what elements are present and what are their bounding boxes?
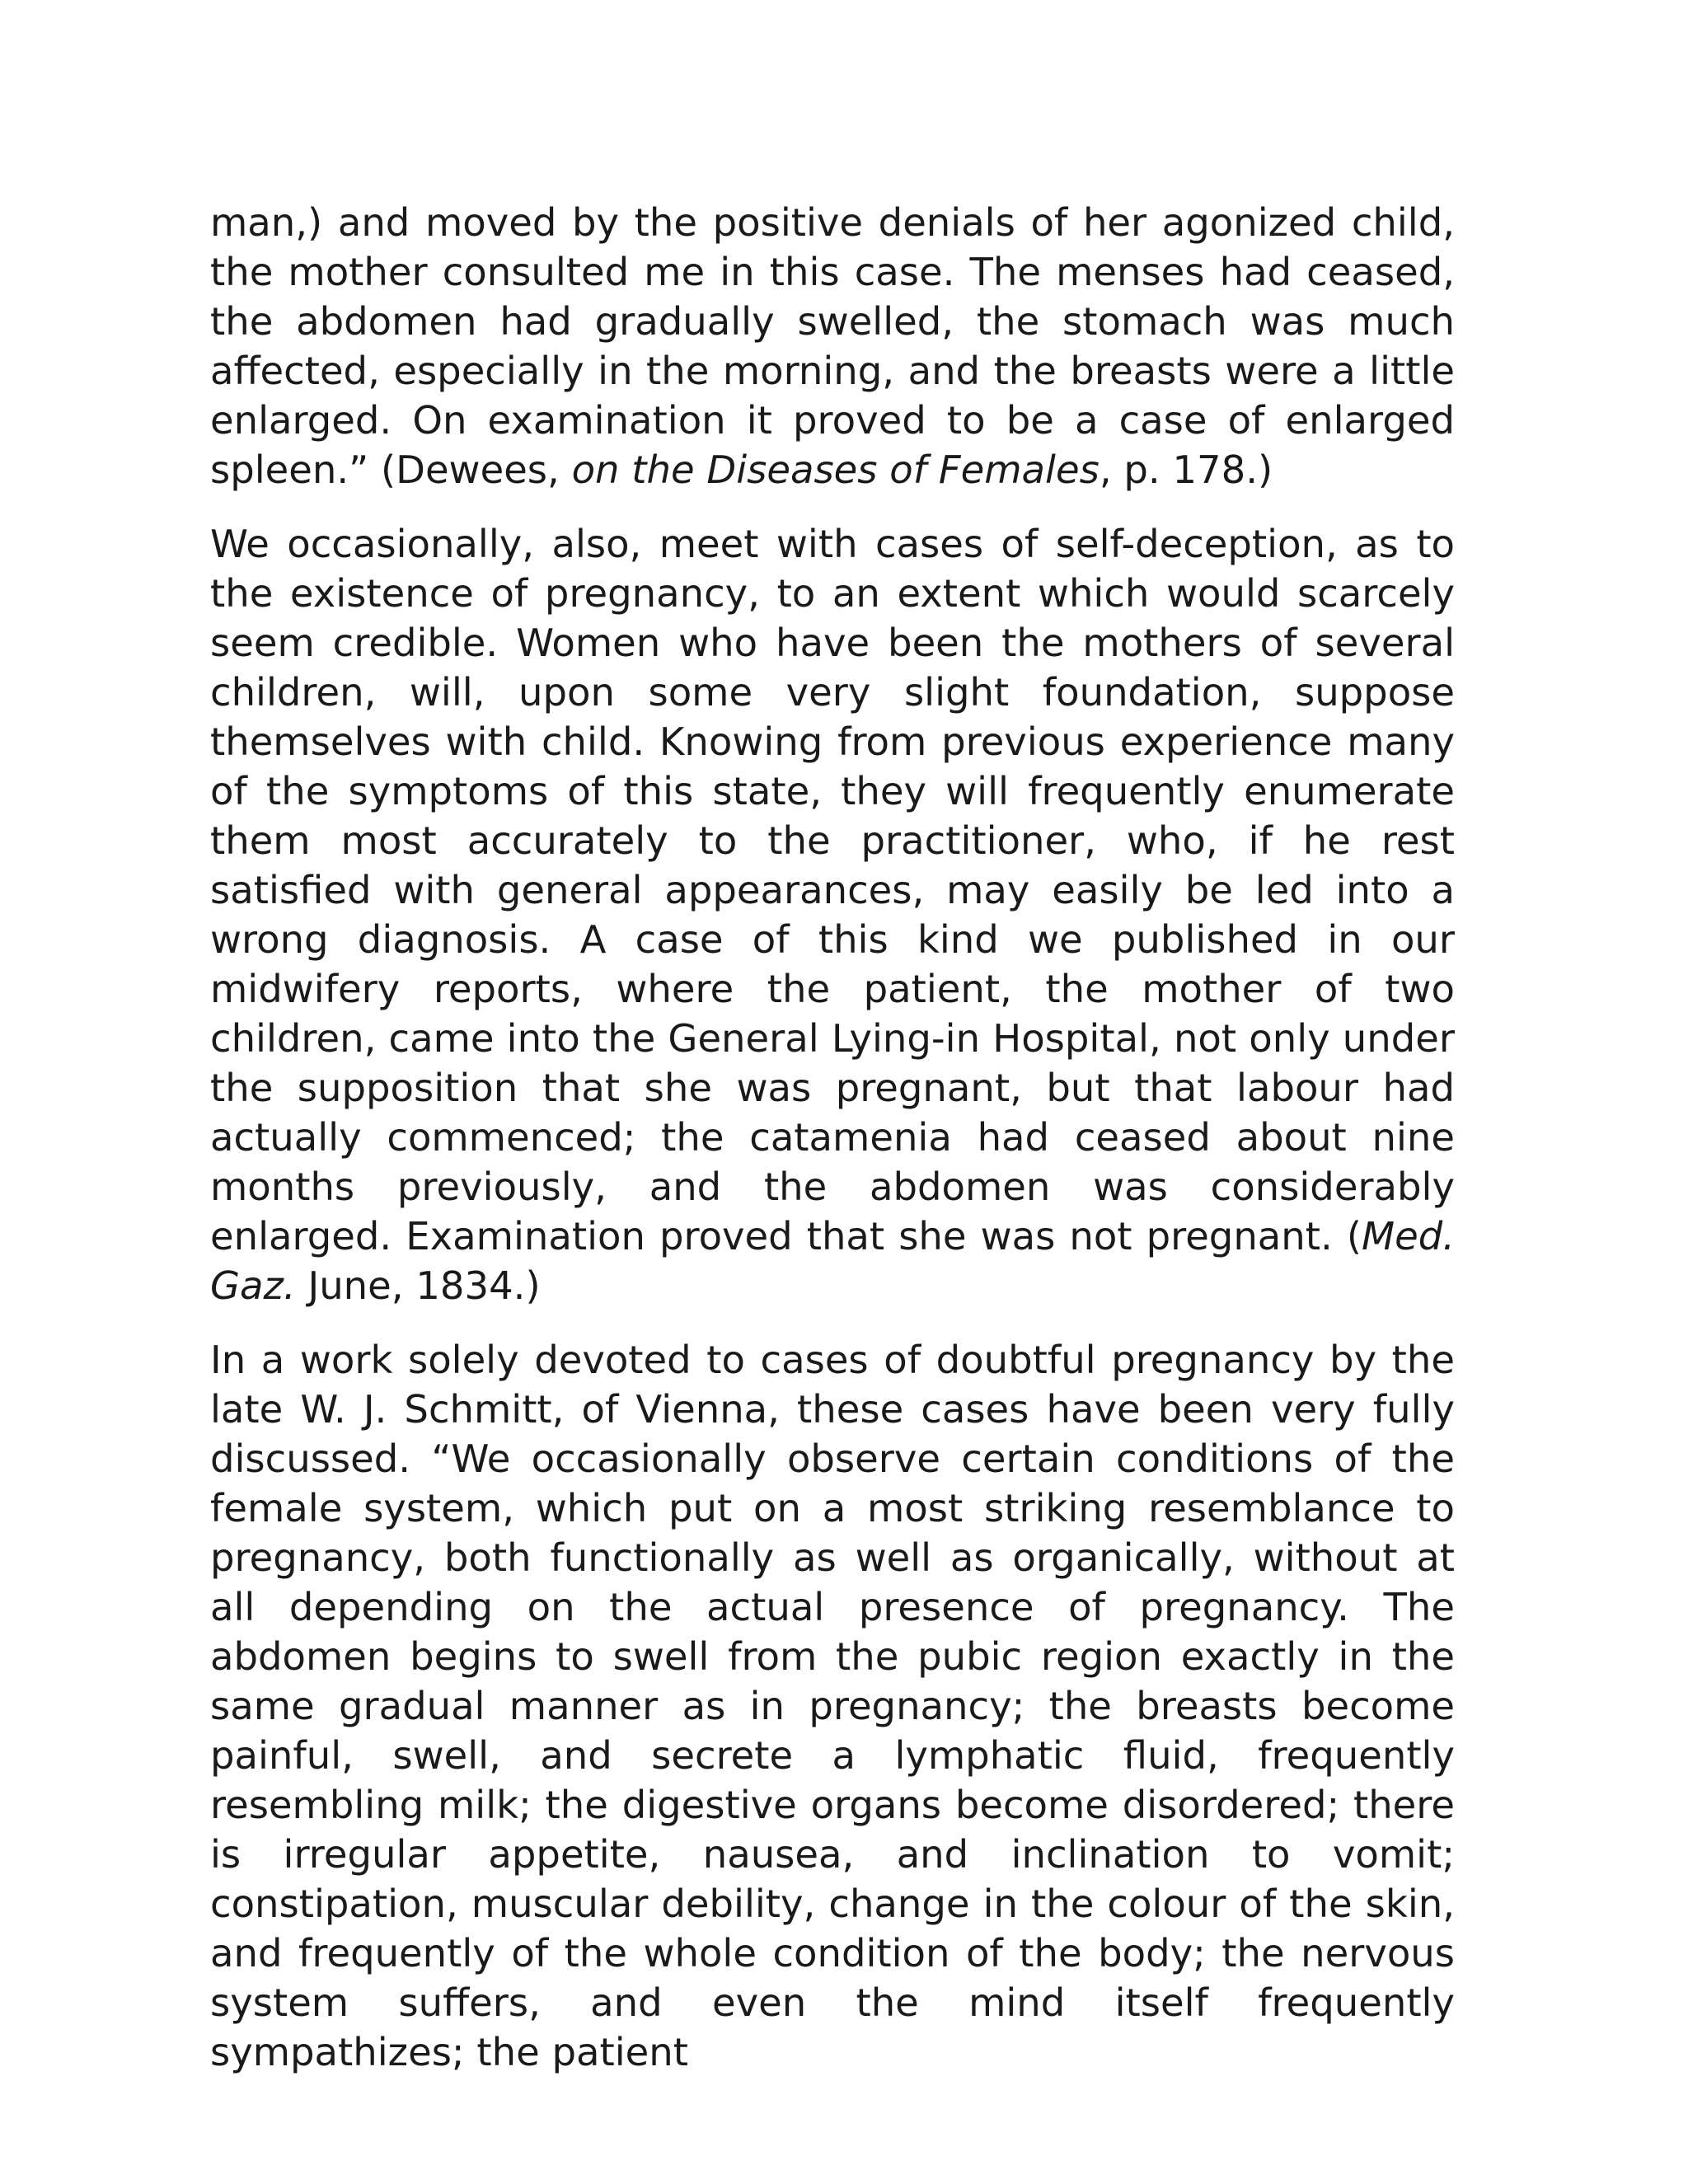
paragraph-3 (210, 1335, 1455, 2077)
paragraph-2-citation-title: Med. Gaz. (210, 1214, 1455, 1308)
page-body (210, 198, 1455, 2077)
paragraph-1 (210, 198, 1455, 494)
paragraph-1-citation-title: on the Diseases of Females (571, 448, 1100, 492)
paragraph-1-text-b: , p. 178.) (1099, 448, 1273, 492)
paragraph-2-text-b: June, 1834.) (295, 1263, 541, 1308)
paragraph-1-text-a: man,) and moved by the positive denials of her agonized child, the mother consulted me in this case. The menses had ceased, the abdomen had gradually swelled, the stomach was much affected, especially in the morning, and the breasts were a little enlarged. On examination it proved to be a case of enlarged spleen.” (Dewees, (210, 200, 1455, 492)
paragraph-2-text-a: We occasionally, also, meet with cases of self-deception, as to the existence of pregnancy, to an extent which would scarcely seem credible. Women who have been the mothers of several children, will, upon some very slight foundation, suppose themselves with child. Knowing from previous experience many of the symptoms of this state, they will frequently enumerate them most accurately to the practitioner, who, if he rest satisfied with general appearances, may easily be led into a wrong diagnosis. A case of this kind we published in our midwifery reports, where the patient, the mother of two children, came into the General Lying-in Hospital, not only under the supposition that she was pregnant, but that labour had actually commenced; the catamenia had ceased about nine months previously, and the abdomen was considerably enlarged. Examination proved that she was not pregnant. ( (210, 522, 1455, 1258)
paragraph-2 (210, 519, 1455, 1310)
paragraph-3-text: In a work solely devoted to cases of doubtful pregnancy by the late W. J. Schmitt, of Vienna, these cases have been very fully discussed. “We occasionally observe certain conditions of the female system, which put on a most striking resemblance to pregnancy, both functionally as well as organically, without at all depending on the actual presence of pregnancy. The abdomen begins to swell from the pubic region exactly in the same gradual manner as in pregnancy; the breasts become painful, swell, and secrete a lymphatic fluid, frequently resembling milk; the digestive organs become disordered; there is irregular appetite, nausea, and inclination to vomit; constipation, muscular debility, change in the colour of the skin, and frequently of the whole condition of the body; the nervous system suffers, and even the mind itself frequently sympathizes; the patient (210, 1338, 1455, 2074)
